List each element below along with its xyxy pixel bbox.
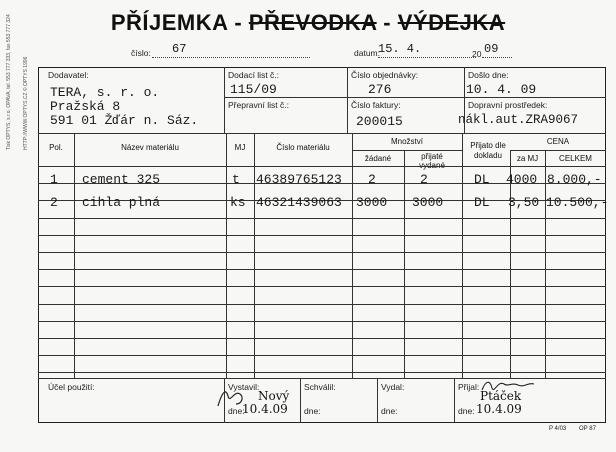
row-separator	[38, 286, 606, 287]
objednavka-value: 276	[368, 82, 392, 97]
col-mj: MJ	[234, 143, 246, 152]
prijal-signature	[478, 376, 538, 396]
row2-zamj: 3,50	[508, 195, 540, 210]
vydal-label: Vydal:	[381, 382, 405, 392]
printer-info: Tisk OPTYS, s.r.o. OPAVA, tel. 553 777 333, fax 553 777 324	[6, 14, 12, 150]
dodaci-label: Dodací list č.:	[228, 70, 280, 80]
title-prijemka: PŘÍJEMKA	[110, 10, 228, 35]
row2-pol: 2	[50, 195, 58, 210]
row1-mj: t	[232, 172, 240, 187]
dodavatel-line2: Pražská 8	[50, 99, 121, 114]
col-nazev: Název materiálu	[121, 143, 179, 152]
dodaci-value: 115/09	[230, 82, 277, 97]
form-title	[0, 10, 616, 36]
faktura-value: 200015	[356, 114, 403, 129]
row-separator	[38, 218, 606, 219]
row-separator	[38, 235, 606, 236]
col-celkem: CELKEM	[559, 154, 592, 163]
row2-nazev: cihla plná	[82, 195, 161, 210]
vystavil-name: Nový	[258, 389, 290, 403]
doslo-value: 10. 4. 09	[466, 82, 537, 97]
schvalil-label: Schválil:	[304, 382, 336, 392]
row2-mj: ks	[230, 195, 246, 210]
row-separator	[38, 304, 606, 305]
objednavka-label: Číslo objednávky:	[351, 70, 419, 80]
row2-zadane: 3000	[356, 195, 388, 210]
row1-celkem: 8.000,-	[547, 172, 602, 187]
dodavatel-line1: TERA, s. r. o.	[50, 85, 160, 100]
row1-cislo: 46389765123	[256, 172, 342, 187]
row1-pol: 1	[50, 172, 58, 187]
row1-prijate: 2	[420, 172, 428, 187]
vystavil-signature	[212, 382, 252, 412]
col-zadane: žádané	[364, 154, 392, 163]
title-vydejka: VÝDEJKA	[397, 10, 506, 35]
row2-cislo: 46321439063	[256, 195, 342, 210]
dopravni-value: nákl.aut.ZRA9067	[458, 113, 579, 127]
col-prijato: Přijato dle dokladu	[470, 141, 506, 160]
ucel-label: Účel použití:	[48, 382, 95, 392]
vystavil-dne: 10.4.09	[242, 402, 288, 416]
row1-nazev: cement 325	[82, 172, 161, 187]
doslo-label: Došlo dne:	[468, 70, 509, 80]
col-cena: CENA	[546, 137, 570, 146]
row-separator	[38, 269, 606, 270]
form-code: P 4/03	[549, 426, 567, 432]
prepravni-label: Přepravní list č.:	[228, 100, 289, 110]
dopravni-label: Dopravní prostředek:	[468, 100, 548, 110]
row2-celkem: 10.500,-	[546, 195, 609, 210]
row1-zamj: 4000	[506, 172, 538, 187]
col-mnozstvi: Množství	[390, 137, 423, 146]
prijal-dne-label: dne:	[458, 406, 475, 416]
row-separator	[38, 252, 606, 253]
row1-zadane: 2	[368, 172, 376, 187]
title-prevodka: PŘEVODKA	[248, 10, 377, 35]
row-separator	[38, 338, 606, 339]
faktura-label: Číslo faktury:	[351, 100, 401, 110]
dodavatel-label: Dodavatel:	[48, 70, 89, 80]
vydal-dne-label: dne:	[381, 406, 398, 416]
printer-web: HTTP://WWW.OPTYS.CZ © OPTYS 1996	[23, 56, 29, 150]
col-cislo: Číslo materiálu	[276, 143, 330, 152]
schvalil-dne-label: dne:	[304, 406, 321, 416]
year-suffix: 09	[484, 42, 499, 56]
vystavil-label: Vystavil:	[228, 382, 260, 392]
col-prijate: přijaté vydané	[419, 152, 445, 170]
cislo-label: číslo:	[131, 48, 151, 58]
vystavil-dne-label: dne:	[228, 406, 245, 416]
row-separator	[38, 321, 606, 322]
row-separator	[38, 372, 606, 373]
cislo-value: 67	[172, 42, 187, 56]
col-pol: Pol.	[49, 143, 63, 152]
prijal-label: Přijal:	[458, 382, 480, 392]
year-prefix: 20	[472, 49, 482, 59]
prijal-dne: 10.4.09	[476, 402, 522, 416]
prijal-name: Ptáček	[480, 389, 522, 403]
op-code: OP 87	[579, 426, 596, 432]
datum-value: 15. 4.	[378, 42, 422, 56]
row-separator	[38, 355, 606, 356]
row2-prijate: 3000	[412, 195, 444, 210]
title-separator: -	[227, 10, 249, 35]
row2-doklad: DL	[474, 195, 490, 210]
row1-doklad: DL	[474, 172, 490, 187]
title-separator: -	[376, 10, 398, 35]
datum-label: datum:	[354, 48, 380, 58]
col-zamj: za MJ	[516, 154, 539, 163]
dodavatel-line3: 591 01 Žďár n. Sáz.	[50, 113, 199, 128]
row-separator	[38, 166, 606, 167]
